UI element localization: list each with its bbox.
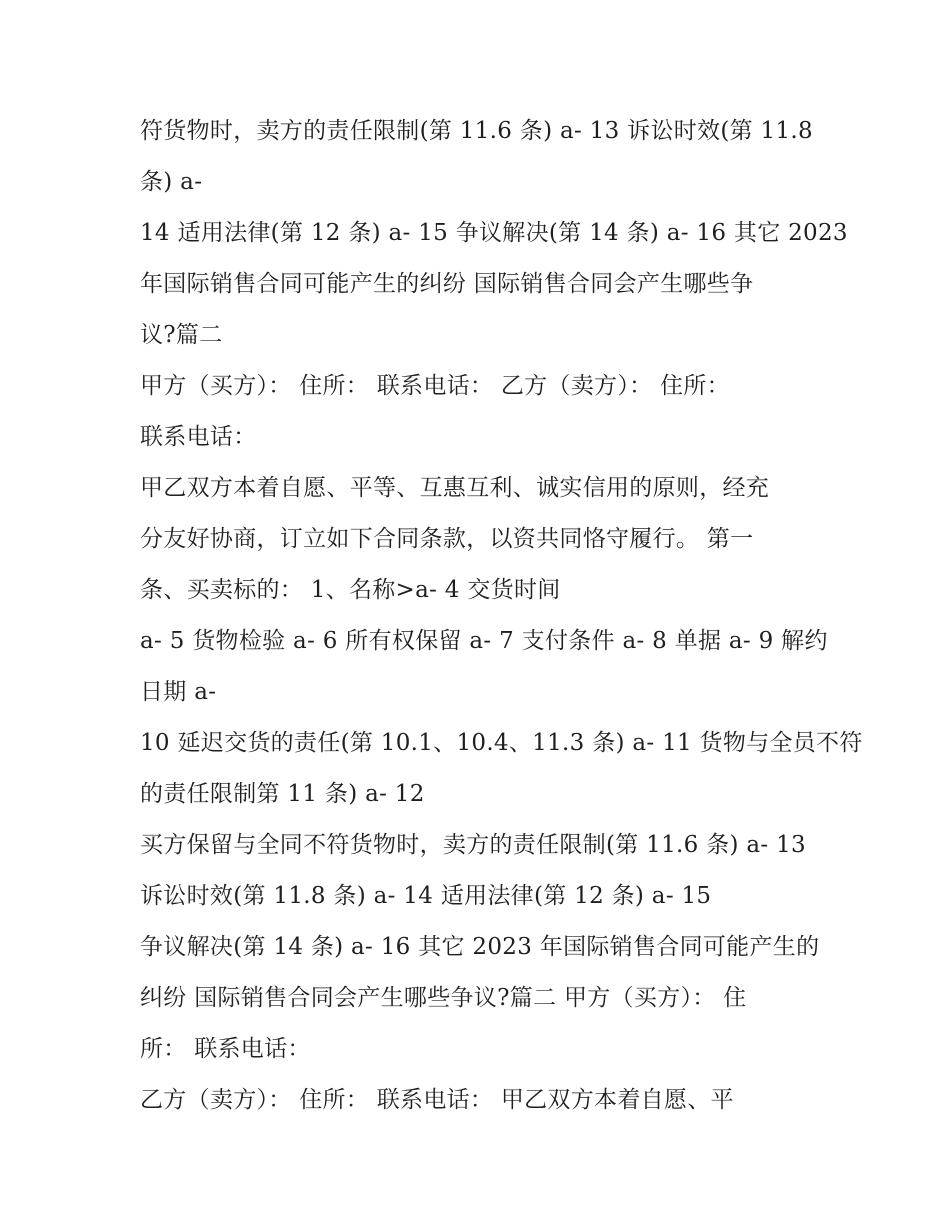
text-line: 联系电话： [140,424,257,450]
text-line: 的责任限制第 11 条) a- 12 [140,781,425,807]
text-line: 甲方（买方）： 住所： 联系电话： 乙方（卖方）： 住所： [140,373,730,399]
text-line: 符货物时，卖方的责任限制(第 11.6 条) a- 13 诉讼时效(第 11.8 [140,118,813,144]
text-line: 乙方（卖方）： 住所： 联系电话： 甲乙双方本着自愿、平 [140,1087,734,1113]
text-line: 条) a- [140,169,203,195]
text-line: 买方保留与全同不符货物时，卖方的责任限制(第 11.6 条) a- 13 [140,832,806,858]
text-line: 年国际销售合同可能产生的纠纷 国际销售合同会产生哪些争 [140,271,754,297]
text-line: 甲乙双方本着自愿、平等、互惠互利、诚实信用的原则，经充 [140,475,770,501]
text-line: 诉讼时效(第 11.8 条) a- 14 适用法律(第 12 条) a- 15 [140,883,712,909]
document-body [140,106,863,1126]
text-line: 纠纷 国际销售合同会产生哪些争议?篇二 甲方（买方）： 住 [140,985,747,1011]
text-line: 分友好协商，订立如下合同条款，以资共同恪守履行。 第一 [140,526,754,552]
text-line: 议?篇二 [140,322,223,348]
text-line: 日期 a- [140,679,217,705]
text-line: 所： 联系电话： [140,1036,311,1062]
text-line: 10 延迟交货的责任(第 10.1、10.4、11.3 条) a- 11 货物与全员不符 [140,730,863,756]
text-line: 争议解决(第 14 条) a- 16 其它 2023 年国际销售合同可能产生的 [140,934,820,960]
text-line: 条、买卖标的： 1、名称>a- 4 交货时间 [140,577,561,603]
text-line: a- 5 货物检验 a- 6 所有权保留 a- 7 支付条件 a- 8 单据 a- 9 解约 [140,628,828,654]
text-line: 14 适用法律(第 12 条) a- 15 争议解决(第 14 条) a- 16 其它 2023 [140,220,848,246]
